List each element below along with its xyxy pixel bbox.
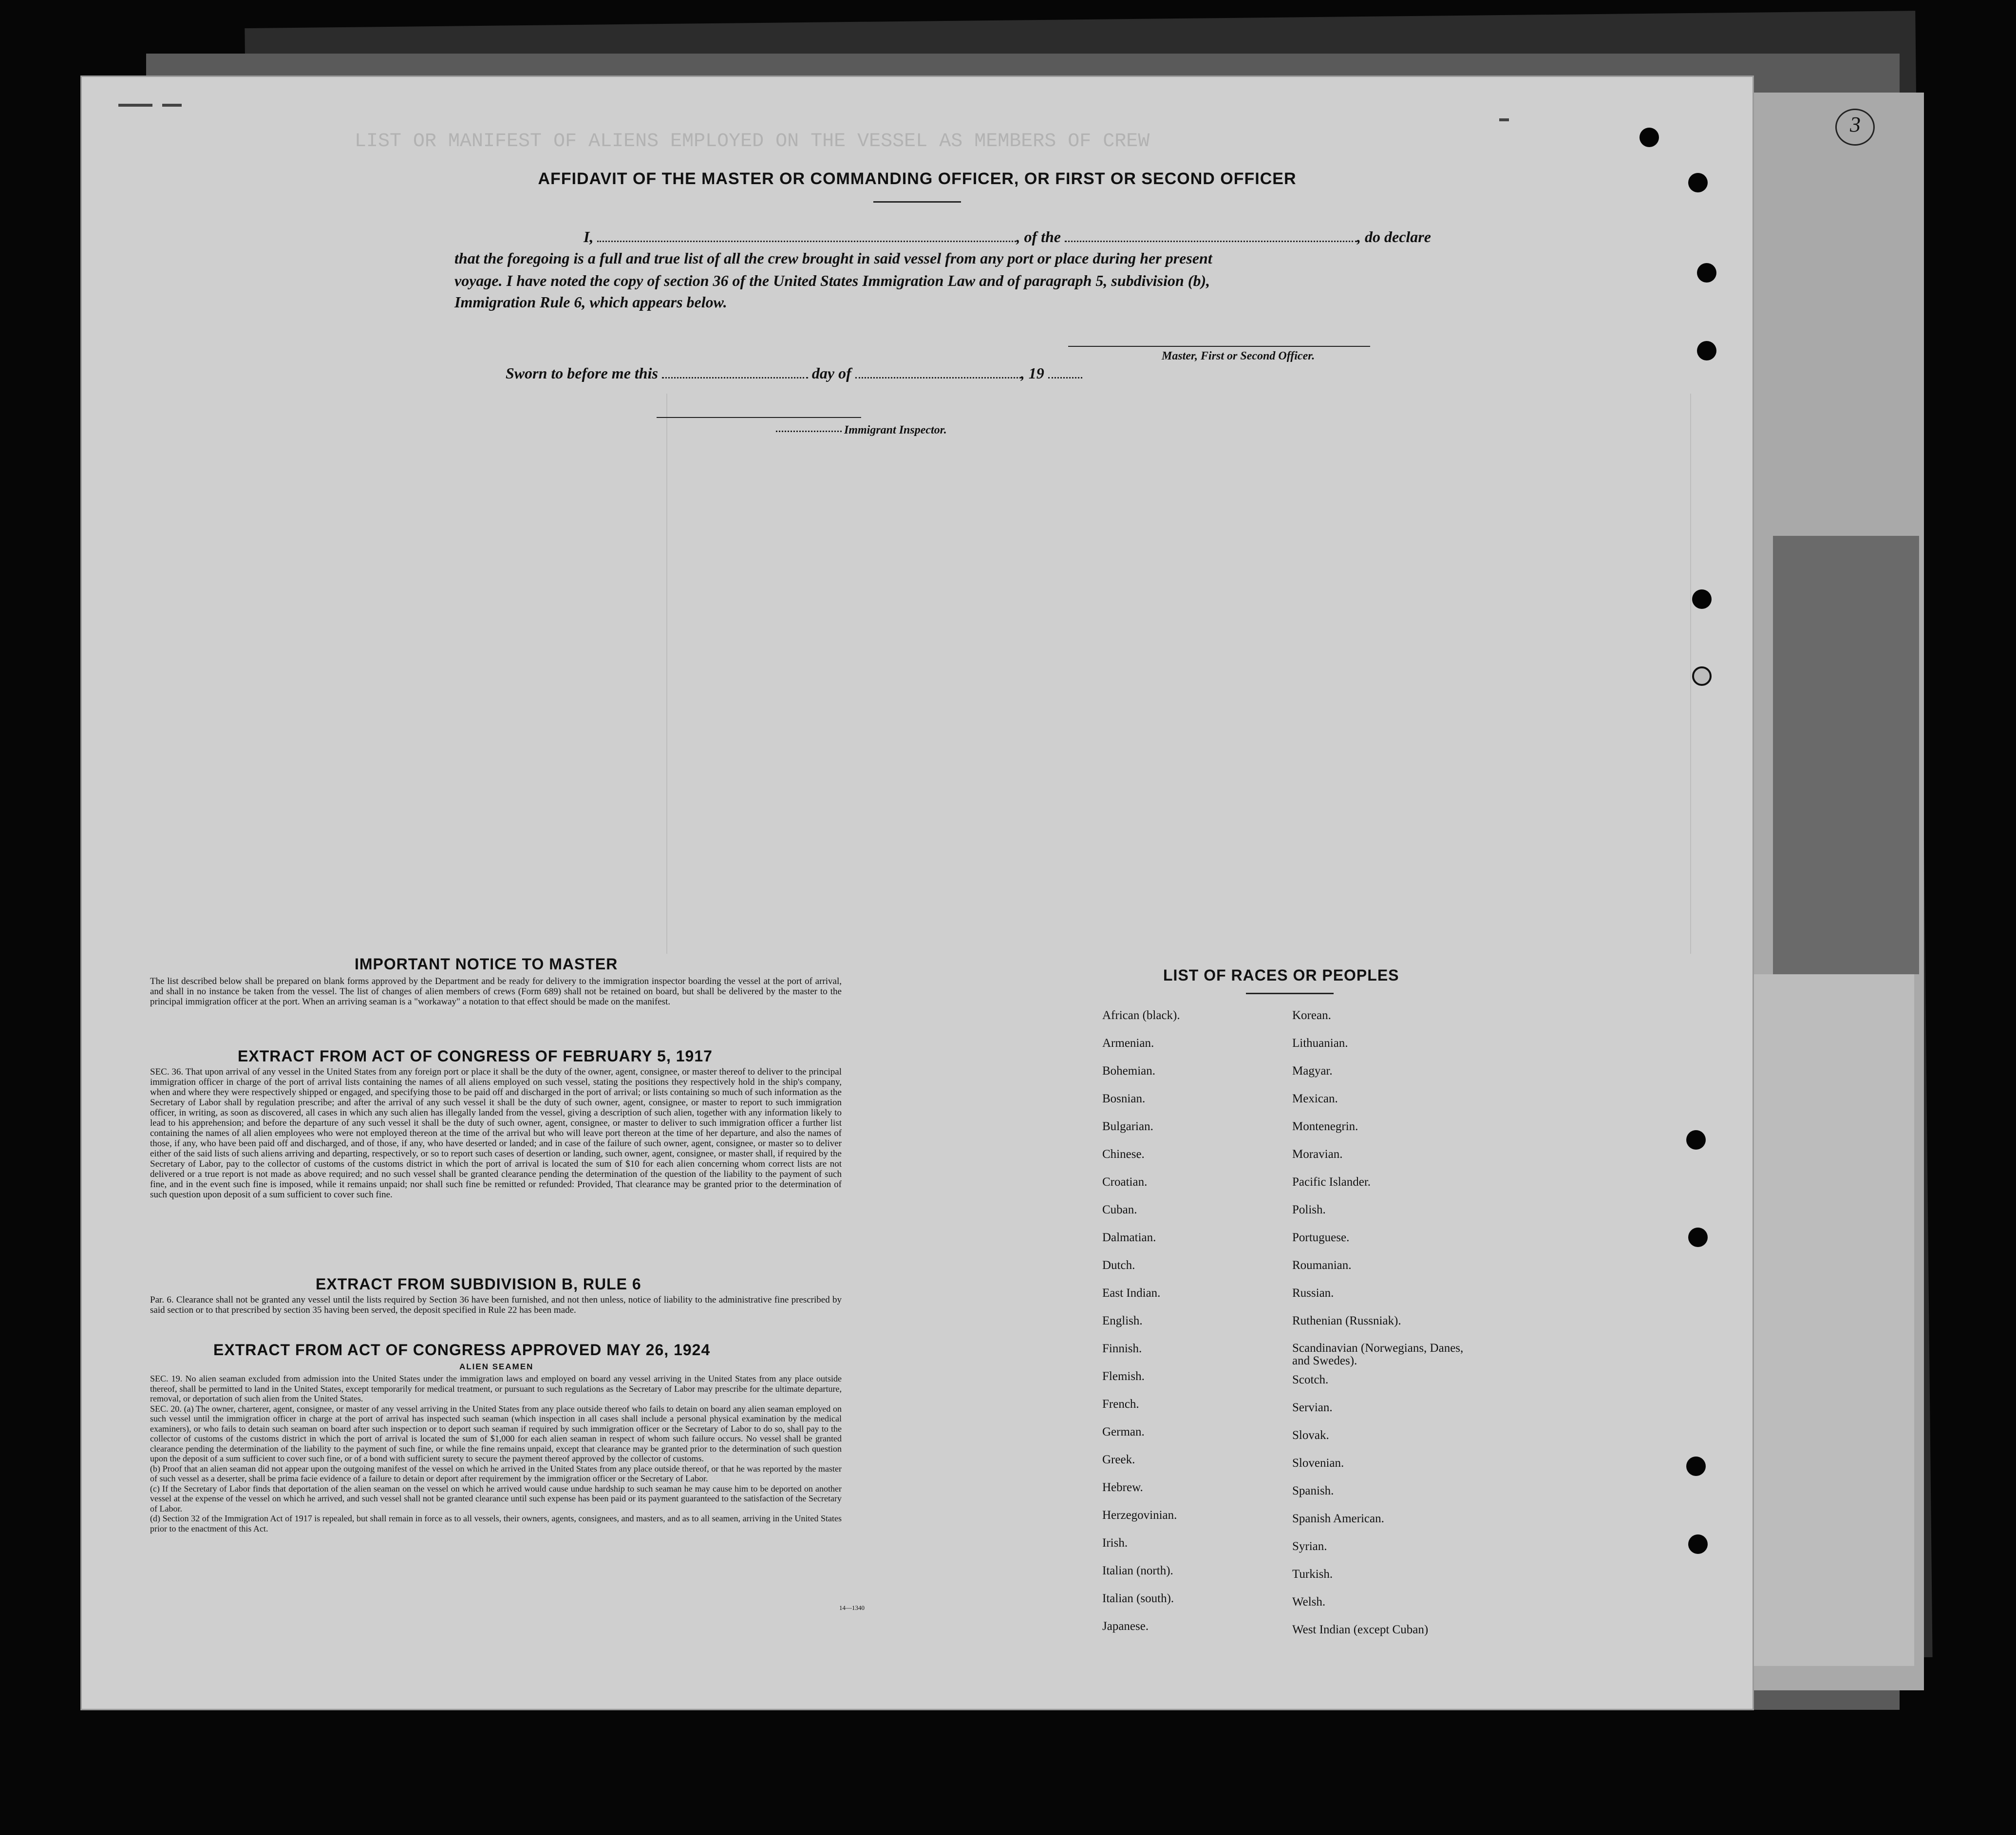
inspector-label: Immigrant Inspector. — [844, 424, 947, 436]
race-right-item: Welsh. — [1292, 1595, 1326, 1608]
manifest-back-page — [80, 76, 1861, 1710]
binder-hole — [1692, 666, 1712, 686]
race-right-item: Polish. — [1292, 1203, 1326, 1216]
race-right-item: Korean. — [1292, 1009, 1331, 1022]
signature-line[interactable] — [1068, 346, 1370, 347]
inspector-signature-line[interactable] — [657, 417, 861, 418]
extract-1924-body: SEC. 19. No alien seaman excluded from admission into the United States under the immigration laws and employed on board any vessel arriving in the United States from any place outside thereof, shall be permitted to land in the United States, except temporarily for medical treatment, or pursuant to such regulations as the Secretary of Labor may prescribe for the ultimate departure, removal, or deportation of such alien from the United States. SEC. 20. (a) The owner, charterer, agent, consignee, or master of any vessel arriving in the United States from any place outside thereof who fails to detain on board any alien seaman employed on such vessel until the immigration officer in charge at the port of arrival has inspected such seaman (which inspection in all cases shall include a personal physical examination by the medical examiners), or who fails to detain such seaman on board after such inspection or to deport such seaman if required by such immigration officer or the Secretary of Labor to do so, shall pay to the collector of customs of the customs district in which the port of arrival is located the sum of $1,000 for each alien seaman in respect of whom such failure occurs. No vessel shall be granted clearance pending the determination of the liability to the payment of such fine, or while the fine remains unpaid, except that clearance may be granted prior to the determination of such question upon the deposit of a sum sufficient to cover such fine, or of a bond with sufficient surety to secure the payment thereof approved by the collector of customs. (b) Proof that an alien seaman did not appear upon the outgoing manifest of the vessel on which he arrived in the United States from any place outside thereof, or that he was reported by the master of such vessel as a deserter, shall be prima facie evidence of a failure to detain or deport after requirement by the immigration officer or the Secretary of Labor. (c) If the Secretary of Labor finds that deportation of the alien seaman on the vessel on which he arrived would cause undue hardship to such seaman he may cause him to be deported on another vessel at the expense of the vessel on which he arrived, and such vessel shall not be granted clearance until such expense has been paid or its payment guaranteed to the satisfaction of the Secretary of Labor. (d) Section 32 of the Immigration Act of 1917 is repealed, but shall remain in force as to all vessels, their owners, agents, consignees, and masters, and as to all seamen, arriving in the United States prior to the enactment of this Act. — [150, 1374, 842, 1533]
binder-hole — [1688, 1228, 1708, 1247]
race-left-item: Finnish. — [1102, 1342, 1142, 1355]
race-right-item: Spanish American. — [1292, 1512, 1384, 1525]
right-sheet-lower — [1753, 974, 1914, 1666]
sworn-line: Sworn to before me this day of , 19 — [506, 364, 1082, 382]
race-left-item: Bohemian. — [1102, 1064, 1156, 1078]
race-right-item: Mexican. — [1292, 1092, 1338, 1105]
race-left-item: Japanese. — [1102, 1620, 1149, 1633]
race-left-item: Cuban. — [1102, 1203, 1137, 1216]
extract-1917-title: EXTRACT FROM ACT OF CONGRESS OF FEBRUARY 5, 1917 — [238, 1047, 713, 1065]
binder-hole — [1688, 1534, 1708, 1554]
race-right-item: Turkish. — [1292, 1568, 1333, 1581]
binder-hole — [1686, 1130, 1706, 1150]
extract-rule6-body: Par. 6. Clearance shall not be granted any vessel until the lists required by Section 36 have been furnished, and not then unless, notice of liability to the administrative fine prescribed by said section or to that prescribed by section 35 having been served, the deposit specified in Rule 22 has been made. — [150, 1295, 842, 1315]
race-right-item: West Indian (except Cuban) — [1292, 1623, 1429, 1636]
notice-body: The list described below shall be prepared on blank forms approved by the Department and be ready for delivery to the immigration inspector boarding the vessel at the port of arrival, and shall in no instance be taken from the vessel. The list of changes of alien members of crews (Form 689) shall not be retained on board, but shall be delivered by the master to the principal immigration officer at the port. When an arriving seaman is a "workaway" a notation to that effect should be made on the manifest. — [150, 976, 842, 1007]
affidavit-line-3: voyage. I have noted the copy of section 36 of the United States Immigration Law and of paragraph 5, subdivision (b), — [454, 272, 1210, 289]
race-right-item: Portuguese. — [1292, 1231, 1350, 1244]
race-left-item: German. — [1102, 1425, 1145, 1438]
affidavit-line-4: Immigration Rule 6, which appears below. — [454, 293, 727, 311]
signature-label: Master, First or Second Officer. — [1162, 350, 1315, 362]
affidavit-title-rule — [873, 201, 961, 203]
race-left-item: Italian (south). — [1102, 1592, 1174, 1605]
affidavit-line-1: I, , of the , do declare — [584, 228, 1431, 246]
edge-mark — [118, 104, 152, 107]
race-right-item: Scandinavian (Norwegians, Danes, and Swedes). — [1292, 1342, 1464, 1367]
affidavit-line-2: that the foregoing is a full and true list of all the crew brought in said vessel from any port or place during her present — [454, 249, 1212, 267]
binder-hole — [1692, 589, 1712, 609]
race-right-item: Spanish. — [1292, 1484, 1334, 1497]
race-left-item: Hebrew. — [1102, 1481, 1143, 1494]
race-right-item: Ruthenian (Russniak). — [1292, 1314, 1401, 1327]
race-left-item: Greek. — [1102, 1453, 1135, 1466]
race-right-item: Montenegrin. — [1292, 1120, 1358, 1133]
edge-mark — [162, 104, 182, 107]
race-left-item: Chinese. — [1102, 1148, 1145, 1161]
month-blank[interactable] — [855, 377, 1021, 378]
race-left-item: Dalmatian. — [1102, 1231, 1156, 1244]
inspector-dots — [776, 431, 842, 432]
binder-hole — [1697, 263, 1716, 283]
race-right-item: Moravian. — [1292, 1148, 1343, 1161]
binder-hole — [1686, 1457, 1706, 1476]
race-left-item: Flemish. — [1102, 1370, 1145, 1383]
bleed-through-columns — [666, 394, 1691, 954]
binder-hole — [1639, 128, 1659, 147]
race-left-item: Irish. — [1102, 1536, 1128, 1550]
edge-mark — [1499, 118, 1509, 121]
race-right-item: Lithuanian. — [1292, 1037, 1348, 1050]
race-right-item: Slovak. — [1292, 1429, 1329, 1442]
bleed-through-text: LIST OR MANIFEST OF ALIENS EMPLOYED ON THE VESSEL AS MEMBERS OF CREW — [355, 131, 1150, 152]
year-blank[interactable] — [1048, 377, 1082, 378]
race-left-item: Herzegovinian. — [1102, 1509, 1177, 1522]
race-right-item: Roumanian. — [1292, 1259, 1352, 1272]
races-title-rule — [1246, 993, 1334, 994]
extract-1924-title: EXTRACT FROM ACT OF CONGRESS APPROVED MAY 26, 1924 — [213, 1341, 711, 1359]
right-sheet-dark-band — [1773, 536, 1919, 974]
race-left-item: Bulgarian. — [1102, 1120, 1153, 1133]
race-left-item: English. — [1102, 1314, 1143, 1327]
form-number: 14—1340 — [839, 1604, 865, 1611]
races-title: LIST OF RACES OR PEOPLES — [1163, 966, 1399, 984]
race-right-item: Magyar. — [1292, 1064, 1333, 1078]
binder-hole — [1688, 173, 1708, 192]
affidavit-title: AFFIDAVIT OF THE MASTER OR COMMANDING OFFICER, OR FIRST OR SECOND OFFICER — [538, 170, 1297, 188]
race-right-item: Russian. — [1292, 1286, 1334, 1300]
race-left-item: French. — [1102, 1398, 1139, 1411]
extract-1917-body: SEC. 36. That upon arrival of any vessel in the United States from any foreign port or place it shall be the duty of the owner, agent, consignee, or master thereof to deliver to the principal immigration officer in charge of the port of arrival lists containing the names of all aliens employed on such vessel, stating the positions they respectively hold in the ship's company, when and where they were respectively shipped or engaged, and specifying those to be paid off and discharged in the port of arrival; or lists containing so much of such information as the Secretary of Labor shall by regulation prescribe; and after the arrival of any such vessel it shall be the duty of such owner, agent, consignee, or master to report to such immigration officer, in writing, as soon as discovered, all cases in which any such alien has illegally landed from the vessel, giving a description of such alien, together with any information likely to lead to his apprehension; and before the departure of any such vessel it shall be the duty of such owner, agent, consignee, or master to deliver to such immigration officer a further list containing the names of all alien employees who were not employed thereon at the time of the arrival but who will leave port thereon at the time of her departure, and also the names of those, if any, who have been paid off and discharged, and of those, if any, who have deserted or landed; and in case of the failure of such owner, agent, consignee, or master so to deliver either of the said lists of such aliens arriving and departing, respectively, or so to report such cases of desertion or landing, such owner, agent, consignee, or master shall, if required by the Secretary of Labor, pay to the collector of customs of the customs district in which the port of arrival is located the sum of $10 for each alien concerning whom correct lists are not delivered or a true report is not made as above required; and no such vessel shall be granted clearance pending the determination of the question of the liability to the payment of such fine, and in the event such fine is imposed, while it remains unpaid; nor shall such fine be remitted or refunded: Provided, That clearance may be granted prior to the determination of such question upon deposit of a sum sufficient to cover such fine. — [150, 1067, 842, 1200]
race-left-item: African (black). — [1102, 1009, 1180, 1022]
notice-title: IMPORTANT NOTICE TO MASTER — [355, 955, 618, 973]
name-blank[interactable] — [597, 241, 1016, 242]
race-left-item: Croatian. — [1102, 1175, 1148, 1189]
vessel-blank[interactable] — [1065, 241, 1357, 242]
race-left-item: Armenian. — [1102, 1037, 1154, 1050]
binder-hole — [1697, 341, 1716, 360]
day-blank[interactable] — [662, 377, 808, 378]
race-right-item: Pacific Islander. — [1292, 1175, 1371, 1189]
race-left-item: East Indian. — [1102, 1286, 1161, 1300]
race-right-item: Scotch. — [1292, 1373, 1329, 1386]
race-left-item: Bosnian. — [1102, 1092, 1146, 1105]
page-number: 3 — [1850, 113, 1861, 136]
race-left-item: Dutch. — [1102, 1259, 1135, 1272]
race-right-item: Syrian. — [1292, 1540, 1327, 1553]
race-left-item: Italian (north). — [1102, 1564, 1173, 1577]
extract-rule6-title: EXTRACT FROM SUBDIVISION B, RULE 6 — [316, 1275, 641, 1293]
race-right-item: Servian. — [1292, 1401, 1333, 1414]
extract-1924-subtitle: ALIEN SEAMEN — [459, 1362, 534, 1371]
race-right-item: Slovenian. — [1292, 1457, 1344, 1470]
